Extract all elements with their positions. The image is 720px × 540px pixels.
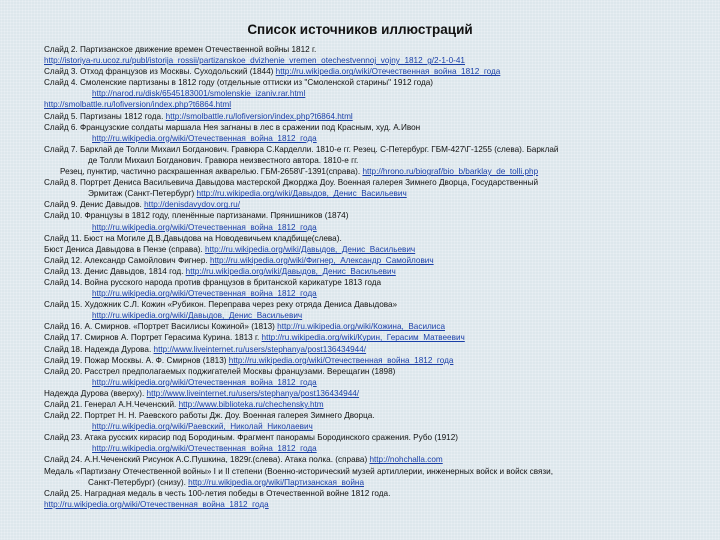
source-text: Слайд 11. Бюст на Могиле Д.В.Давыдова на Новодевичьем кладбище(слева). <box>44 233 342 243</box>
source-line <box>44 466 704 477</box>
source-text: Слайд 9. Денис Давыдов. <box>44 200 145 210</box>
source-line <box>44 443 704 454</box>
source-text: Слайд 10. Французы в 1812 году, пленённые партизанами. Прянишников (1874) <box>44 211 349 221</box>
page-title: Список источников иллюстраций <box>247 22 473 37</box>
source-text: Слайд 8. Портрет Дениса Васильевича Давыдова мастерской Джорджа Доу. Военная галерея Зимнего Дворца, Государственный <box>44 178 539 188</box>
source-text: Эрмитаж (Санкт-Петербург) <box>88 189 197 199</box>
source-line <box>44 255 704 266</box>
source-line <box>44 499 704 510</box>
source-line <box>44 477 704 488</box>
source-link[interactable]: http://ru.wikipedia.org/wiki/Отечественная_война_1812_года <box>92 133 317 143</box>
source-link[interactable]: http://ru.wikipedia.org/wiki/Курин,_Герасим_Матвеевич <box>261 333 465 343</box>
source-text: Слайд 23. Атака русских кирасир под Бородиным. Фрагмент панорамы Бородинского сражения. Рубо (1912) <box>44 433 459 443</box>
source-line <box>44 355 704 366</box>
source-line <box>44 155 704 166</box>
source-line <box>44 277 704 288</box>
source-line <box>44 299 704 310</box>
source-line <box>44 366 704 377</box>
source-link[interactable]: http://nohchalla.com <box>369 455 443 465</box>
source-line <box>44 410 704 421</box>
source-link[interactable]: http://istoriya-ru.ucoz.ru/publ/istorija_rossii/partizanskoe_dvizhenie_vremen_otechestvennoj_vojny_1812_g/2-1-0-41 <box>44 56 465 66</box>
source-line <box>44 266 704 277</box>
source-text: Бюст Дениса Давыдова в Пензе (справа). <box>44 244 206 254</box>
source-text: де Толли Михаил Богданович. Гравюра неизвестного автора. 1810-е гг. <box>88 155 359 165</box>
source-line <box>44 210 704 221</box>
source-text: Слайд 22. Портрет Н. Н. Раевского работы Дж. Доу. Военная галерея Зимнего Дворца. <box>44 411 375 421</box>
source-line <box>44 321 704 332</box>
source-text: Слайд 7. Барклай де Толли Михаил Богданович. Гравюра С.Карделли. 1810-е гг. Резец. С-Петербург. ГБМ-427\Г-1255 (слева). Барклай <box>44 144 559 154</box>
source-line <box>44 377 704 388</box>
source-text: Медаль «Партизану Отечественной войны» I и II степени (Военно-исторический музей артиллерии, инженерных войск и войск связи, <box>44 466 554 476</box>
source-text: Слайд 18. Надежда Дурова. <box>44 344 154 354</box>
source-line <box>44 421 704 432</box>
source-line <box>44 122 704 133</box>
source-text: Слайд 19. Пожар Москвы. А. Ф. Смирнов (1813) <box>44 355 229 365</box>
source-line <box>44 66 704 77</box>
source-line <box>44 111 704 122</box>
source-text: Слайд 20. Расстрел предполагаемых поджигателей Москвы французами. Верещагин (1898) <box>44 366 396 376</box>
source-link[interactable]: http://ru.wikipedia.org/wiki/Отечественная_война_1812_года <box>275 67 501 77</box>
source-link[interactable]: http://ru.wikipedia.org/wiki/Отечественная_война_1812_года <box>92 289 317 299</box>
source-text: Слайд 5. Партизаны 1812 года. <box>44 111 166 121</box>
source-link[interactable]: http://ru.wikipedia.org/wiki/Фигнер,_Александр_Самойлович <box>209 255 434 265</box>
source-line <box>44 344 704 355</box>
source-line <box>44 177 704 188</box>
source-link[interactable]: http://ru.wikipedia.org/wiki/Отечественная_война_1812_года <box>228 355 454 365</box>
source-line <box>44 99 704 110</box>
source-link[interactable]: http://ru.wikipedia.org/wiki/Отечественная_война_1812_года <box>92 377 317 387</box>
source-line <box>44 399 704 410</box>
sources-list <box>44 44 704 510</box>
source-line <box>44 233 704 244</box>
source-link[interactable]: http://www.liveinternet.ru/users/stephanya/post136434944/ <box>146 388 360 398</box>
source-link[interactable]: http://www.biblioteka.ru/chechensky.htm <box>178 400 324 409</box>
source-link[interactable]: http://ru.wikipedia.org/wiki/Партизанская_война <box>188 477 365 487</box>
source-line <box>44 88 704 99</box>
source-link[interactable]: http://ru.wikipedia.org/wiki/Раевский,_Николай_Николаевич <box>92 422 313 432</box>
source-link[interactable]: http://ru.wikipedia.org/wiki/Давыдов,_Денис_Васильевич <box>92 311 303 321</box>
source-text: Слайд 13. Денис Давыдов, 1814 год. <box>44 266 186 276</box>
source-line <box>44 388 704 399</box>
source-link[interactable]: http://narod.ru/disk/6545183001/smolenskie_izaniv.rar.html <box>92 89 306 99</box>
source-link[interactable]: http://smolbattle.ru/lofiversion/index.php?t6864.html <box>165 111 353 121</box>
source-link[interactable]: http://ru.wikipedia.org/wiki/Давыдов,_Денис_Васильевич <box>196 189 407 199</box>
source-text: Слайд 15. Художник С.Л. Кожин «Рубикон. Переправа через реку отряда Дениса Давыдова» <box>44 300 398 310</box>
source-link[interactable]: http://ru.wikipedia.org/wiki/Давыдов,_Денис_Васильевич <box>185 266 396 276</box>
source-text: Слайд 16. А. Смирнов. «Портрет Василисы Кожиной» (1813) <box>44 322 278 332</box>
source-line <box>44 244 704 255</box>
source-text: Резец, пунктир, частично раскрашенная акварелью. ГБМ-2658\Г-1391(справа). <box>60 167 363 177</box>
source-line <box>44 332 704 343</box>
source-link[interactable]: http://smolbattle.ru/lofiversion/index.php?t6864.html <box>44 100 232 110</box>
source-text: Слайд 2. Партизанское движение времен Отечественной войны 1812 г. <box>44 45 317 54</box>
source-link[interactable]: http://ru.wikipedia.org/wiki/Отечественная_война_1812_года <box>92 444 317 454</box>
source-text: Слайд 17. Смирнов А. Портрет Герасима Курина. 1813 г. <box>44 333 262 343</box>
source-line <box>44 77 704 88</box>
source-link[interactable]: http://ru.wikipedia.org/wiki/Давыдов,_Денис_Васильевич <box>205 244 416 254</box>
source-line <box>44 144 704 155</box>
source-text: Слайд 3. Отход французов из Москвы. Суходольский (1844) <box>44 67 276 77</box>
source-line <box>44 133 704 144</box>
source-line <box>44 55 704 66</box>
source-line <box>44 488 704 499</box>
source-link[interactable]: http://ru.wikipedia.org/wiki/Отечественная_война_1812_года <box>44 499 269 509</box>
source-text: Слайд 4. Смоленские партизаны в 1812 году (отдельные оттиски из "Смоленской старины" 1912 года) <box>44 78 434 88</box>
source-line <box>44 188 704 199</box>
source-text: Надежда Дурова (вверху). <box>44 388 147 398</box>
source-line <box>44 432 704 443</box>
source-text: Слайд 24. А.Н.Чеченский Рисунок А.С.Пушкина, 1829г.(слева). Атака полка. (справа) <box>44 455 370 465</box>
source-link[interactable]: http://denisdavydov.org.ru/ <box>144 200 240 210</box>
source-link[interactable]: http://www.liveinternet.ru/users/stephanya/post136434944/ <box>153 344 367 354</box>
source-line <box>44 454 704 465</box>
source-link[interactable]: http://ru.wikipedia.org/wiki/Кожина,_Василиса <box>277 322 446 332</box>
source-text: Слайд 14. Война русского народа против французов в британской карикатуре 1813 года <box>44 277 382 287</box>
source-line <box>44 199 704 210</box>
source-link[interactable]: http://ru.wikipedia.org/wiki/Отечественная_война_1812_года <box>92 222 317 232</box>
source-line <box>44 44 704 55</box>
source-text: Слайд 6. Французские солдаты маршала Нея загнаны в лес в сражении под Красным, худ. А.Ивон <box>44 122 421 132</box>
source-line <box>44 222 704 233</box>
source-text: Санкт-Петербург) (снизу). <box>88 477 189 487</box>
source-text: Слайд 25. Наградная медаль в честь 100-летия победы в Отечественной войне 1812 года. <box>44 488 391 498</box>
source-text: Слайд 12. Александр Самойлович Фигнер. <box>44 255 210 265</box>
source-line <box>44 288 704 299</box>
source-text: Слайд 21. Генерал А.Н.Чеченский. <box>44 400 179 409</box>
source-line <box>44 166 704 177</box>
source-line <box>44 310 704 321</box>
source-link[interactable]: http://hrono.ru/biograf/bio_b/barklay_de_tolli.php <box>362 167 539 177</box>
